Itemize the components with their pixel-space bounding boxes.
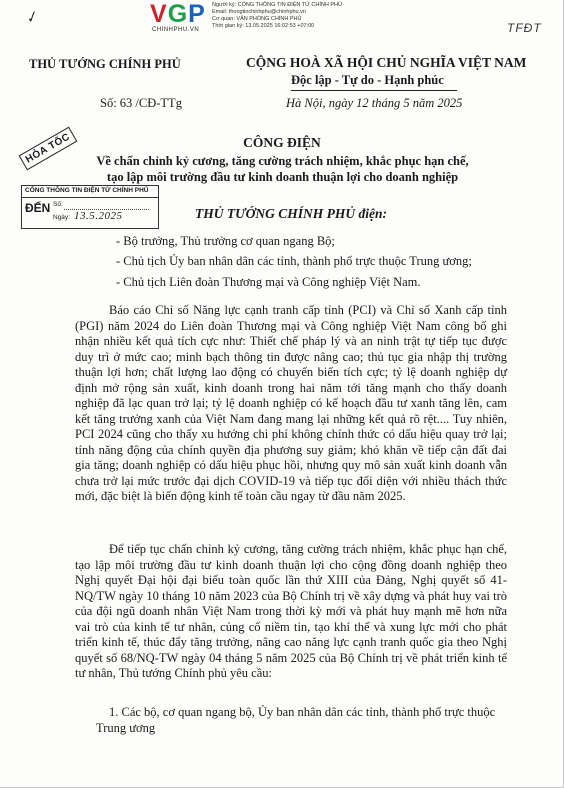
body-paragraph: Báo cáo Chỉ số Năng lực cạnh tranh cấp tỉnh (PCI) và Chỉ số Xanh cấp tỉnh (PGI) năm 2024 do Liên đoàn Thương mại và Công nghiệp Việt Nam công bố ghi nhận nhiều kết quả tích cực như: Thiết chế pháp lý và an ninh trật tự tiếp tục được duy trì ở mức cao; minh bạch thông tin được nâng cao; thủ tục gia nhập thị trường thuận lợi hơn; chất lượng lao động có chuyển biến tích cực; tỷ lệ doanh nghiệp dự định mở rộng sản xuất, kinh doanh trong hai năm tới tăng mạnh cho thấy doanh nghiệp đã lạc quan trở lại; tỷ lệ doanh nghiệp có kế hoạch đầu tư xanh tăng lên, cam kết tăng trưởng xanh của Việt Nam đang mang lại những kết quả rõ rệt.... Tuy nhiên, PCI 2024 cũng cho thấy xu hướng chi phí không chính thức có dấu hiệu quay trở lại; tính năng động của chính quyền địa phương suy giảm; khó khăn về tiếp cận đất đai gia tăng; doanh nghiệp có dấu hiệu phục hồi, nhưng quy mô sản xuất kinh doanh vẫn chưa trở lại mức trước đại dịch COVID-19 và tiếp tục đối diện với nhiều thách thức mới, đặc biệt là biến động kinh tế toàn cầu ngay từ đầu năm 2025. [75,303,507,503]
recipient-item: - Chủ tịch Ủy ban nhân dân các tỉnh, thành phố trực thuộc Trung ương; [116,254,472,268]
signature-line: Người ký: CỔNG THÔNG TIN ĐIỆN TỬ CHÍNH PHỦ [212,2,342,8]
receipt-stamp-date-label: Ngày: [53,214,70,221]
directive-point: 1. Các bộ, cơ quan ngang bộ, Ủy ban nhân dân các tỉnh, thành phố trực thuộc Trung ương [96,705,496,735]
receipt-stamp-date: 13.5.2025 [74,210,123,222]
body-paragraph: Để tiếp tục chấn chỉnh kỷ cương, tăng cường trách nhiệm, khắc phục hạn chế, tạo lập môi trường đầu tư kinh doanh thuận lợi cho cộng đồng doanh nghiệp theo Nghị quyết Đại hội đại biểu toàn quốc lần thứ XIII của Đảng, Nghị quyết số 41-NQ/TW ngày 10 tháng 10 năm 2023 của Bộ Chính trị về xây dựng và phát huy vai trò của đội ngũ doanh nhân Việt Nam trong thời kỳ mới và phát huy mạnh mẽ hơn nữa vai trò của kinh tế tư nhân, củng cố niềm tin, tạo khí thế và xung lực mới cho phát triển kinh tế, thúc đẩy tăng trưởng, nâng cao năng lực cạnh tranh quốc gia theo Nghị quyết số 68/NQ-TW ngày 04 tháng 5 năm 2025 của Bộ Chính trị về phát triển kinh tế tư nhân, Thủ tướng Chính phủ yêu cầu: [75,542,507,680]
document-title: CÔNG ĐIỆN [243,135,321,150]
signature-line: Cơ quan: VĂN PHÒNG CHÍNH PHỦ [212,16,302,22]
document-subject [60,153,505,185]
signature-line: Email: thongtinchinhphu@chinhphu.vn [212,9,306,15]
addressee-intro: THỦ TƯỚNG CHÍNH PHỦ điện: [195,206,387,221]
national-title: CỘNG HOÀ XÃ HỘI CHỦ NGHĨA VIỆT NAM [246,55,527,70]
digital-signature-block [212,2,342,30]
handwritten-check-mark: ✓ [23,9,41,28]
vgp-logo-caption: CHINHPHU.VN [152,27,200,33]
signature-line: Thời gian ký: 13.05.2025 16:02:53 +07:00 [212,23,315,29]
recipient-item: - Bộ trưởng, Thủ trưởng cơ quan ngang Bộ; [116,234,335,248]
subject-line: tạo lập môi trường đầu tư kinh doanh thuận lợi cho doanh nghiệp [106,170,459,184]
handwritten-note: TFĐT [507,21,542,35]
vgp-logo: VGP [150,0,206,28]
issuing-agency: THỦ TƯỚNG CHÍNH PHỦ [29,57,181,71]
subject-line: Về chấn chỉnh kỷ cương, tăng cường trách nhiệm, khắc phục hạn chế, [96,154,469,168]
urgent-stamp: HỎA TỐC [19,127,78,171]
receipt-stamp-number-label: Số: [53,201,63,208]
national-motto: Độc lập - Tự do - Hạnh phúc [291,73,444,87]
motto-underline [291,90,457,91]
receipt-stamp-den: ĐẾN [25,201,51,215]
document-number: Số: 63 /CĐ-TTg [100,96,182,110]
receipt-stamp [21,185,159,229]
recipient-item: - Chủ tịch Liên đoàn Thương mại và Công nghiệp Việt Nam. [116,275,421,289]
receipt-stamp-divider [22,197,158,198]
document-date: Hà Nội, ngày 12 tháng 5 năm 2025 [286,96,463,110]
receipt-stamp-title: CỔNG THÔNG TIN ĐIỆN TỬ CHÍNH PHỦ [25,187,149,194]
